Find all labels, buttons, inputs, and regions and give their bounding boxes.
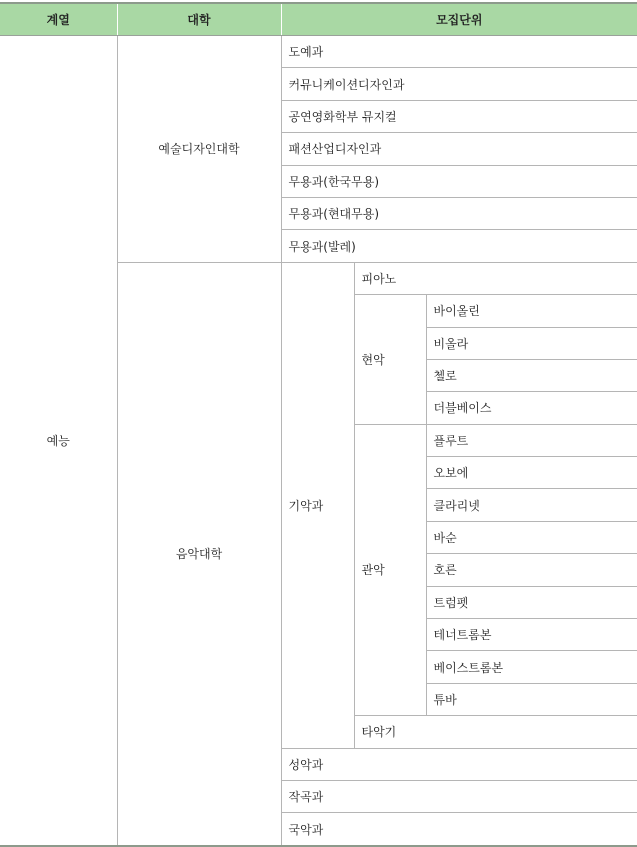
unit-cell: 테너트롬본 — [426, 619, 637, 651]
unit-cell: 바순 — [426, 521, 637, 553]
field-cell: 예능 — [0, 36, 117, 846]
unit-cell: 도예과 — [281, 36, 637, 68]
unit-cell: 작곡과 — [281, 780, 637, 812]
table-row — [0, 36, 637, 68]
group-cell-strings: 현악 — [354, 295, 426, 425]
unit-cell: 첼로 — [426, 359, 637, 391]
unit-cell: 더블베이스 — [426, 392, 637, 424]
unit-cell: 클라리넷 — [426, 489, 637, 521]
header-field: 계열 — [0, 3, 117, 36]
unit-cell: 커뮤니케이션디자인과 — [281, 68, 637, 100]
unit-cell: 성악과 — [281, 748, 637, 780]
unit-cell: 무용과(한국무용) — [281, 165, 637, 197]
unit-cell: 무용과(현대무용) — [281, 197, 637, 229]
unit-cell: 바이올린 — [426, 295, 637, 327]
header-row — [0, 3, 637, 36]
dept-cell-instrument: 기악과 — [281, 262, 354, 748]
header-college: 대학 — [117, 3, 281, 36]
unit-cell: 베이스트롬본 — [426, 651, 637, 683]
unit-cell: 국악과 — [281, 813, 637, 846]
college-cell-music: 음악대학 — [117, 262, 281, 846]
unit-cell-percussion: 타악기 — [354, 716, 637, 748]
unit-cell: 오보에 — [426, 457, 637, 489]
header-unit: 모집단위 — [281, 3, 637, 36]
group-cell-winds: 관악 — [354, 424, 426, 716]
unit-cell: 플루트 — [426, 424, 637, 456]
college-cell-art-design: 예술디자인대학 — [117, 36, 281, 263]
unit-cell: 호른 — [426, 554, 637, 586]
unit-cell: 공연영화학부 뮤지컬 — [281, 100, 637, 132]
unit-cell: 튜바 — [426, 683, 637, 715]
admission-units-table — [0, 2, 637, 847]
unit-cell: 트럼펫 — [426, 586, 637, 618]
unit-cell-piano: 피아노 — [354, 262, 637, 294]
unit-cell: 무용과(발레) — [281, 230, 637, 262]
unit-cell: 패션산업디자인과 — [281, 133, 637, 165]
unit-cell: 비올라 — [426, 327, 637, 359]
